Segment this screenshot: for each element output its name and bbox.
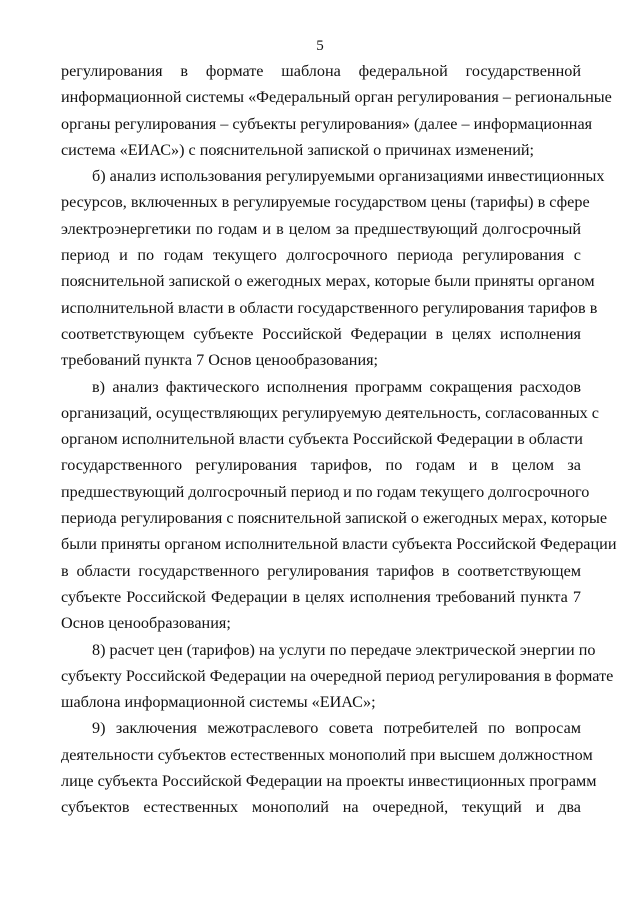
page-number: 5: [316, 38, 324, 54]
text-line: электроэнергетики по годам и в целом за предшествующий долгосрочный: [61, 219, 581, 238]
document-body: [61, 58, 617, 821]
text-line: субъектов естественных монополий на очередной, текущий и два: [61, 798, 581, 817]
text-line: были приняты органом исполнительной власти субъекта Российской Федерации: [61, 535, 617, 554]
paragraph-9-consumer-council-conclusions: [61, 715, 597, 820]
text-line: период и по годам текущего долгосрочного периода регулирования с: [61, 246, 581, 265]
text-line: субъекту Российской Федерации на очередной период регулирования в формате: [61, 666, 614, 685]
text-line: в области государственного регулирования тарифов в соответствующем: [61, 561, 581, 580]
paragraph-v-cost-reduction-analysis: [61, 374, 617, 637]
text-line: 8) расчет цен (тарифов) на услуги по передаче электрической энергии по: [92, 640, 596, 659]
text-line: шаблона информационной системы «ЕИАС»;: [61, 693, 376, 712]
text-line: 9) заключения межотраслевого совета потребителей по вопросам: [92, 719, 581, 738]
paragraph-eias-template: [61, 58, 612, 163]
text-line: пояснительной запиской о ежегодных мерах, которые были приняты органом: [61, 272, 595, 291]
text-line: государственного регулирования тарифов, по годам и в целом за: [61, 456, 581, 475]
text-line: б) анализ использования регулируемыми организациями инвестиционных: [92, 167, 605, 186]
text-line: Основ ценообразования;: [61, 614, 231, 633]
text-line: информационной системы «Федеральный орган регулирования – региональные: [61, 88, 612, 107]
text-line: субъекте Российской Федерации в целях исполнения требований пункта 7: [61, 587, 581, 606]
text-line: исполнительной власти в области государственного регулирования тарифов в: [61, 298, 598, 317]
text-line: деятельности субъектов естественных монополий при высшем должностном: [61, 745, 593, 764]
text-line: организаций, осуществляющих регулируемую деятельность, согласованных с: [61, 403, 599, 422]
text-line: органом исполнительной власти субъекта Российской Федерации в области: [61, 430, 583, 449]
text-line: предшествующий долгосрочный период и по годам текущего долгосрочного: [61, 482, 590, 501]
text-line: лице субъекта Российской Федерации на проекты инвестиционных программ: [61, 772, 597, 791]
text-line: система «ЕИАС») с пояснительной запиской о причинах изменений;: [61, 140, 535, 159]
text-line: органы регулирования – субъекты регулирования» (далее – информационная: [61, 114, 593, 133]
text-line: требований пункта 7 Основ ценообразования;: [61, 351, 379, 370]
paragraph-b-investment-analysis: [61, 163, 605, 373]
paragraph-8-tariff-calculation: [61, 637, 614, 716]
text-line: ресурсов, включенных в регулируемые государством цены (тарифы) в сфере: [61, 193, 590, 212]
text-line: периода регулирования с пояснительной запиской о ежегодных мерах, которые: [61, 509, 608, 528]
text-line: в) анализ фактического исполнения программ сокращения расходов: [92, 377, 581, 396]
text-line: регулирования в формате шаблона федеральной государственной: [61, 62, 581, 80]
text-line: соответствующем субъекте Российской Федерации в целях исполнения: [61, 324, 581, 343]
